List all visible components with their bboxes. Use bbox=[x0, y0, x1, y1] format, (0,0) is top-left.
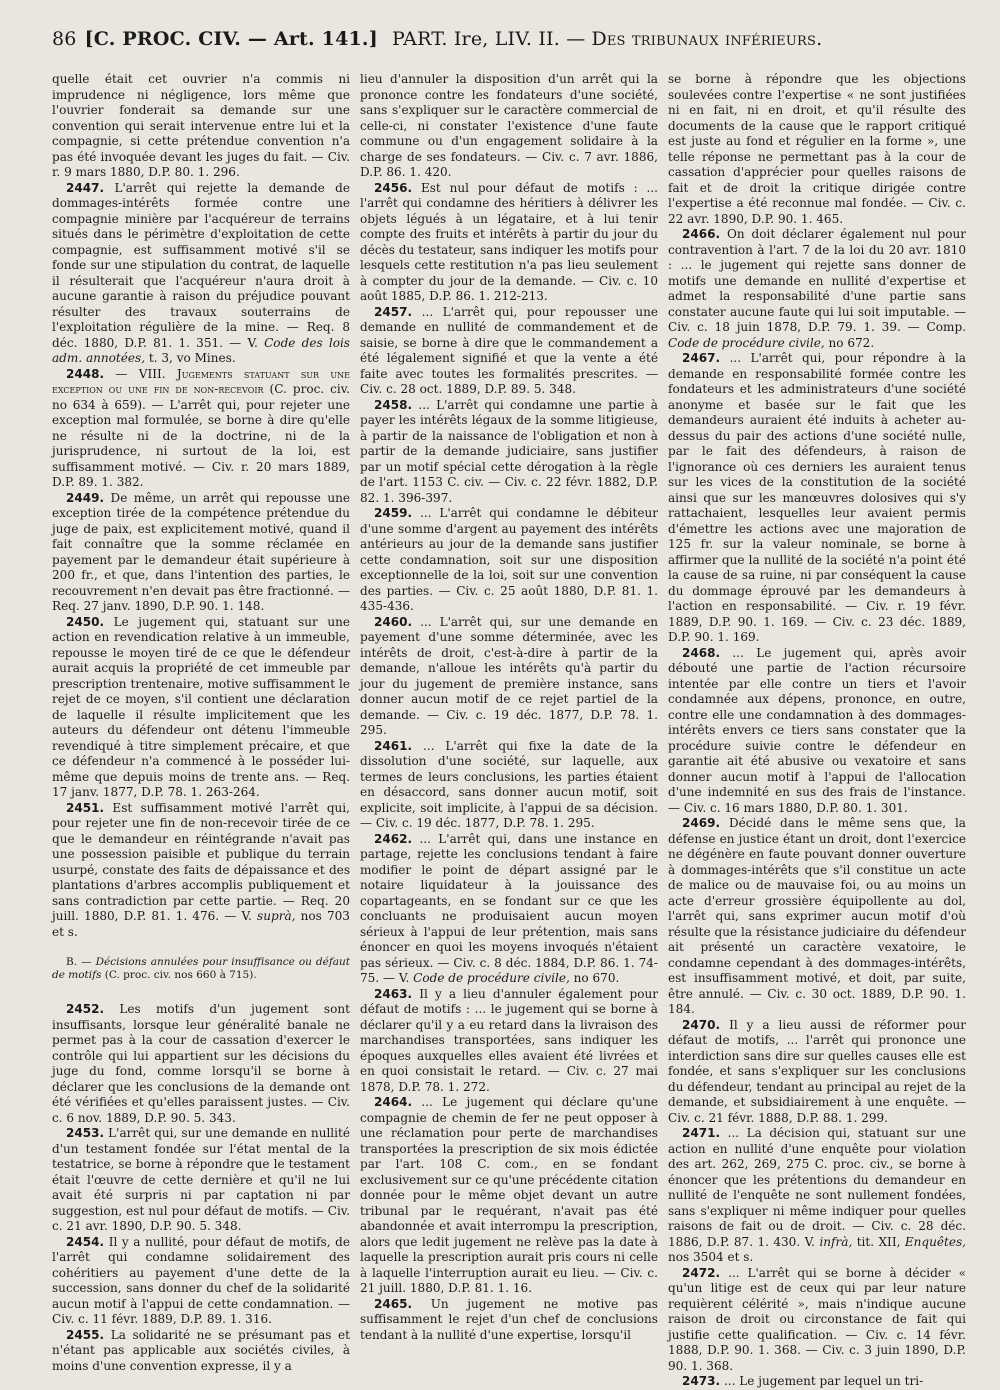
paragraph-text: Le jugement qui, statuant sur une action en revendication relative à un immeuble, repousse le moyen tiré de ce que le défendeur aurait acquis la propriété de cet immeuble par prescription trentenaire, motive suffisamment le rejet de ce moyen, s'il contient une déclaration de laquelle il résulte implicitement que les auteurs du défendeur ont détenu l'immeuble revendiqué à titre simplement précaire, et que ce défendeur n'a commencé à le posséder lui-même que depuis moins de trente ans. — Req. 17 janv. 1877, D.P. 78. 1. 263-264. bbox=[52, 614, 350, 799]
paragraph-text: Il y a nullité, pour défaut de motifs, de l'arrêt qui condamne solidairement des cohéritiers au payement d'une dette de la succession, sans donner du chef de la solidarité aucun motif à l'appui de cette condamnation. — Civ. c. 11 févr. 1889, D.P. 89. 1. 316. bbox=[52, 1234, 350, 1326]
subsection-heading bbox=[52, 956, 350, 982]
article-number: 2454. bbox=[66, 1234, 105, 1249]
article-number: 2466. bbox=[682, 227, 721, 241]
article-number: 2458. bbox=[374, 397, 413, 412]
paragraph-2455 bbox=[52, 1328, 350, 1375]
article-number: 2465. bbox=[374, 1296, 413, 1311]
paragraph-2465 bbox=[360, 1297, 658, 1344]
citation-title: Code des lois adm. annotées, bbox=[52, 335, 350, 365]
article-number: 2473. bbox=[682, 1374, 721, 1388]
paragraph-2451 bbox=[52, 801, 350, 941]
paragraph-2464 bbox=[360, 1095, 658, 1297]
header-code-reference: [C. PROC. CIV. — Art. 141.] bbox=[84, 28, 378, 50]
subsection-label: B. — bbox=[66, 956, 92, 968]
article-number: 2468. bbox=[682, 645, 721, 660]
paragraph-2469 bbox=[668, 816, 966, 1018]
article-number: 2453. bbox=[66, 1126, 105, 1140]
paragraph-text: ... L'arrêt qui condamne une partie à payer les intérêts légaux de la somme litigieuse, à partir de la naissance de l'obligation et non à partir de la demande judiciaire, sans justifier par un motif spécial cette dérogation à la règle de l'art. 1153 C. civ. — Civ. c. 22 févr. 1882, D.P. 82. 1. 396-397. bbox=[360, 397, 658, 505]
paragraph-2470 bbox=[668, 1018, 966, 1127]
paragraph-text: Est suffisamment motivé l'arrêt qui, pour rejeter une fin de non-recevoir tirée de ce que le demandeur en réintégrande n'avait pas une possession paisible et publique du terrain usurpé, constate des faits de dépaissance et des plantations d'arbres accomplis publiquement et sans contradiction par cette partie. — Req. 20 juill. 1880, D.P. 81. 1. 476. — V. bbox=[52, 800, 350, 923]
citation-title: Code de procédure civile, bbox=[413, 971, 570, 985]
header-part-book: PART. Ire, LIV. II. — bbox=[391, 28, 586, 50]
paragraph-text: ... Le jugement qui, après avoir débouté une partie de l'action récursoire intentée par elle contre un tiers et l'avoir condamnée aux dépens, prononce, en outre, contre elle une condamnation à des dommages-intérêts envers ce tiers sans constater que la procédure suivie contre le défendeur en garantie ait été abusive ou vexatoire et sans donner aucun motif à l'appui de l'allocation d'une indemnité en sus des frais de l'instance. — Civ. c. 16 mars 1880, D.P. 80. 1. 301. bbox=[668, 645, 966, 815]
article-number: 2467. bbox=[682, 351, 721, 365]
paragraph-2468 bbox=[668, 646, 966, 817]
citation-title: suprà, bbox=[257, 909, 296, 923]
article-number: 2460. bbox=[374, 614, 413, 629]
column-middle bbox=[360, 72, 658, 1340]
paragraph-text: ... L'arrêt qui, sur une demande en payement d'une somme déterminée, avec les intérêts de droit, c'est-à-dire à partir de la demande, n'alloue les intérêts qu'à partir du jour du jugement de première instance, sans donner aucun motif de ce rejet partiel de la demande. — Civ. c. 19 déc. 1877, D.P. 78. 1. 295. bbox=[360, 614, 658, 737]
article-number: 2459. bbox=[374, 506, 413, 520]
paragraph-text: ... L'arrêt qui condamne le débiteur d'une somme d'argent au payement des intérêts antérieurs au jour de la demande sans justifier cette condamnation, soit sur une disposition exceptionnelle de la loi, soit sur une convention des parties. — Civ. c. 25 août 1880, D.P. 81. 1. 435-436. bbox=[360, 506, 658, 613]
paragraph-continued: quelle était cet ouvrier n'a commis ni imprudence ni négligence, lors même que l'ouvrier fonderait sa demande sur une convention qui serait intervenue entre lui et la compagnie, si cette prétendue convention n'a pas été invoquée devant les juges du fait. — Civ. r. 9 mars 1880, D.P. 80. 1. 296. bbox=[52, 72, 350, 179]
paragraph-text: La solidarité ne se présumant pas et n'étant pas applicable aux sociétés civiles, à moins d'une convention expresse, il y a bbox=[52, 1327, 350, 1373]
article-number: 2463. bbox=[374, 986, 413, 1001]
paragraph-2461 bbox=[360, 739, 658, 832]
article-number: 2450. bbox=[66, 614, 105, 629]
article-number: 2452. bbox=[66, 1002, 105, 1016]
article-number: 2472. bbox=[682, 1265, 721, 1280]
article-number: 2456. bbox=[374, 180, 413, 195]
paragraph-text: De même, un arrêt qui repousse une exception tirée de la compétence prétendue du juge de paix, est explicitement motivé, quand il fait connaître que la somme réclamée en payement par le demandeur était supérieure à 200 fr., et que, dans l'intention des parties, le recouvrement n'en devait pas être fractionné. — Req. 27 janv. 1890, D.P. 90. 1. 148. bbox=[52, 490, 350, 613]
subsection-reference: (C. proc. civ. nos 660 à 715). bbox=[104, 969, 257, 981]
article-number: 2471. bbox=[682, 1126, 721, 1140]
paragraph-2473 bbox=[668, 1374, 966, 1390]
paragraph-text: no 672. bbox=[828, 335, 875, 350]
paragraph-text: L'arrêt qui, sur une demande en nullité d'un testament fondée sur l'état mental de la testatrice, se borne à répondre que le testament était l'œuvre de cette dernière et qu'il ne lui avait été surpris ni par captation ni par suggestion, est nul pour défaut de motifs. — Civ. c. 21 avr. 1890, D.P. 90. 5. 348. bbox=[52, 1126, 350, 1233]
paragraph-2449 bbox=[52, 491, 350, 615]
paragraph-2460 bbox=[360, 615, 658, 739]
paragraph-continued: lieu d'annuler la disposition d'un arrêt qui la prononce contre les fondateurs d'une société, sans s'expliquer sur le caractère commercial de celle-ci, ni constater l'existence d'une faute commune ou d'un engagement solidaire à la charge de ses fondateurs. — Civ. c. 7 avr. 1886, D.P. 86. 1. 420. bbox=[360, 72, 658, 179]
paragraph-text: ... L'arrêt qui, pour répondre à la demande en responsabilité formée contre les fondateurs et les administrateurs d'une société anonyme et basée sur le fait que les demandeurs auraient été induits à acheter au-dessus du pair des actions d'une société nulle, par le fait des défendeurs, à raison de l'ignorance où ces derniers les auraient tenus sur les vices de la constitution de la société ainsi que sur les manœuvres dolosives qui s'y rattachaient, lesquelles leur avaient permis d'émettre les actions avec une majoration de 125 fr. sur la valeur nominale, se borne à affirmer que la nullité de la société n'a point été la cause de sa ruine, ni par conséquent la cause du dommage éprouvé par les demandeurs à l'action en responsabilité. — Civ. r. 19 févr. 1889, D.P. 90. 1. 169. — Civ. c. 23 déc. 1889, D.P. 90. 1. 169. bbox=[668, 351, 966, 644]
paragraph-2450 bbox=[52, 615, 350, 801]
paragraph-text: Est nul pour défaut de motifs : ... l'arrêt qui condamne des héritiers à délivrer les objets légués à un légataire, et à lui tenir compte des fruits et intérêts à partir du jour du décès du testateur, sans indiquer les motifs pour lesquels cette restitution n'a pas lieu seulement à compter du jour de la demande. — Civ. c. 10 août 1885, D.P. 86. 1. 212-213. bbox=[360, 180, 658, 303]
paragraph-text: ... Le jugement par lequel un tri- bbox=[723, 1374, 924, 1388]
article-number: 2457. bbox=[374, 304, 413, 319]
paragraph-2466 bbox=[668, 227, 966, 351]
paragraph-text: L'arrêt qui rejette la demande de dommages-intérêts formée contre une compagnie minière par l'acquéreur de terrains situés dans le périmètre d'exploitation de cette compagnie, est suffisamment motivé s'il se fonde sur une stipulation du contrat, de laquelle il résulterait que l'acquéreur n'aura droit à aucune garantie à raison du préjudice pouvant résulter des travaux souterrains de l'exploitation régulière de la mine. — Req. 8 déc. 1880, D.P. 81. 1. 351. — V. bbox=[52, 180, 350, 350]
citation-title: infrà, bbox=[819, 1234, 853, 1249]
paragraph-text: no 670. bbox=[573, 971, 620, 985]
header-section-title: Des tribunaux inférieurs. bbox=[591, 28, 823, 50]
paragraph-2472 bbox=[668, 1266, 966, 1375]
paragraph-2459 bbox=[360, 506, 658, 615]
paragraph-text: — VIII. bbox=[115, 366, 166, 381]
paragraph-2467 bbox=[668, 351, 966, 646]
citation-title: Code de procédure civile, bbox=[668, 335, 825, 350]
citation-title: Enquêtes, bbox=[904, 1234, 966, 1249]
article-number: 2451. bbox=[66, 800, 105, 815]
column-left bbox=[52, 72, 350, 1373]
running-header bbox=[52, 28, 972, 68]
article-number: 2462. bbox=[374, 831, 413, 846]
paragraph-2471 bbox=[668, 1126, 966, 1266]
article-number: 2461. bbox=[374, 738, 413, 753]
paragraph-text: Les motifs d'un jugement sont insuffisants, lorsque leur généralité banale ne permet pas à la cour de cassation d'exercer le contrôle qui lui appartient sur les décisions du juge du fond, comme lorsqu'il se borne à déclarer que les conclusions de la demande ont été vérifiées et qu'elles paraissent justes. — Civ. c. 6 nov. 1889, D.P. 90. 5. 343. bbox=[52, 1002, 350, 1125]
paragraph-text: (C. proc. civ. no 634 à 659). — L'arrêt qui, pour rejeter une exception mal formulée, se borne à dire qu'elle ne résulte ni de la doctrine, ni de la jurisprudence, ni surtout de la loi, est suffisamment motivé. — Civ. r. 20 mars 1889, D.P. 89. 1. 382. bbox=[52, 382, 350, 489]
paragraph-2463 bbox=[360, 987, 658, 1096]
article-number: 2447. bbox=[66, 180, 105, 195]
paragraph-2447 bbox=[52, 181, 350, 367]
article-number: 2469. bbox=[682, 816, 721, 830]
article-number: 2449. bbox=[66, 490, 105, 505]
article-number: 2464. bbox=[374, 1095, 413, 1109]
paragraph-continued: se borne à répondre que les objections soulevées contre l'expertise « ne sont justifiées ni en fait, ni en droit, et qu'il résulte des documents de la cause que le rapport critiqué est juste au fond et régulier en la forme », une telle réponse ne permettant pas à la cour de cassation d'apprécier pour quelles raisons de fait et de droit la critique dirigée contre l'expertise a été reconnue mal fondée. — Civ. c. 22 avr. 1890, D.P. 90. 1. 465. bbox=[668, 72, 966, 226]
paragraph-text: Il y a lieu d'annuler également pour défaut de motifs : ... le jugement qui se borne à déclarer qu'il y a eu retard dans la livraison des marchandises transportées, sans indiquer les époques auxquelles elles avaient été livrées et en quoi consistait le retard. — Civ. c. 27 mai 1878, D.P. 78. 1. 272. bbox=[360, 986, 658, 1094]
paragraph-2453 bbox=[52, 1126, 350, 1235]
article-number: 2448. bbox=[66, 366, 105, 381]
paragraph-text: ... L'arrêt qui se borne à décider « qu'un litige est de ceux qui par leur nature requièrent célérité », mais n'indique aucune raison de droit ou circonstance de fait qui justifie cette qualification. — Civ. c. 14 févr. 1888, D.P. 90. 1. 368. — Civ. c. 3 juin 1890, D.P. 90. 1. 368. bbox=[668, 1265, 966, 1373]
paragraph-text: Il y a lieu aussi de réformer pour défaut de motifs, ... l'arrêt qui prononce une interdiction sans dire sur quelles causes elle est fondée, et sans s'expliquer sur les conclusions du défendeur, tendant au principal au rejet de la demande, et subsidiairement à une enquête. — Civ. c. 21 févr. 1888, D.P. 88. 1. 299. bbox=[668, 1017, 966, 1125]
paragraph-text: ... L'arrêt qui, dans une instance en partage, rejette les conclusions tendant à faire modifier le point de départ assigné par le notaire liquidateur à la jouissance des copartageants, en se fondant sur ce que les concluants ne produisaient aucun moyen sérieux à l'appui de leur prétention, mais sans énoncer en quoi les moyens invoqués n'étaient pas sérieux. — Civ. c. 8 déc. 1884, D.P. 86. 1. 74-75. — V. bbox=[360, 831, 658, 985]
paragraph-text: ... L'arrêt qui, pour repousser une demande en nullité de commandement et de saisie, se borne à dire que le commandement a été légalement signifié et que la vente a été faite avec toutes les formalités prescrites. — Civ. c. 28 oct. 1889, D.P. 89. 5. 348. bbox=[360, 304, 658, 396]
paragraph-2458 bbox=[360, 398, 658, 507]
article-number: 2455. bbox=[66, 1327, 105, 1342]
paragraph-text: Décidé dans le même sens que, la défense en justice étant un droit, dont l'exercice ne dégénère en faute pouvant donner ouverture à dommages-intérêts que s'il constitue un acte de malice ou de mauvaise foi, ou au moins un acte d'erreur grossière équipollente au dol, l'arrêt qui, sans exprimer aucun motif d'où résulte que la résistance judiciaire du défendeur ait présenté un caractère vexatoire, le condamne cependant à des dommages-intérêts, est insuffisamment motivé, et doit, par suite, être annulé. — Civ. c. 30 oct. 1889, D.P. 90. 1. 184. bbox=[668, 816, 966, 1016]
paragraph-text: ... Le jugement qui déclare qu'une compagnie de chemin de fer ne peut opposer à une réclamation pour perte de marchandises transportées la prescription de six mois édictée par l'art. 108 C. com., en se fondant exclusivement sur ce qu'une précédente citation donnée pour le même objet devant un autre tribunal par le requérant, n'avait pas été abandonnée et avait interrompu la prescription, alors que ledit jugement ne relève pas la date à laquelle la prescription aurait pris cours ni celle à laquelle l'interruption aurait eu lieu. — Civ. c. 21 juill. 1880, D.P. 81. 1. 16. bbox=[360, 1095, 658, 1295]
paragraph-2454 bbox=[52, 1235, 350, 1328]
subsection-title: Décisions annulées pour insuffisance ou défaut de motifs bbox=[52, 956, 350, 981]
paragraph-text: tit. XII, bbox=[856, 1234, 901, 1249]
paragraph-text: ... La décision qui, statuant sur une action en nullité d'une enquête pour violation des art. 262, 269, 275 C. proc. civ., se borne à énoncer que les prétentions du demandeur en nullité de l'enquête ne sont nullement fondées, sans s'expliquer ni même indiquer pour quelles raisons de fait ou de droit. — Civ. c. 28 déc. 1886, D.P. 87. 1. 430. V. bbox=[668, 1126, 966, 1249]
paragraph-text: On doit déclarer également nul pour contravention à l'art. 7 de la loi du 20 avr. 1810 : ... le jugement qui rejette sans donner de motifs une demande en nullité d'expertise et admet la responsabilité d'une partie sans constater aucune faute qui lui soit imputable. — Civ. c. 18 juin 1878, D.P. 79. 1. 39. — Comp. bbox=[668, 227, 966, 334]
paragraph-text: nos 703 et s. bbox=[52, 909, 350, 939]
page-number: 86 bbox=[52, 28, 77, 50]
paragraph-2456 bbox=[360, 181, 658, 305]
paragraph-text: ... L'arrêt qui fixe la date de la dissolution d'une société, sur laquelle, aux termes de leurs conclusions, les parties étaient en désaccord, sans donner aucun motif, soit explicite, soit implicite, à l'appui de sa décision. — Civ. c. 19 déc. 1877, D.P. 78. 1. 295. bbox=[360, 738, 658, 830]
article-number: 2470. bbox=[682, 1017, 721, 1032]
paragraph-text: Un jugement ne motive pas suffisamment le rejet d'un chef de conclusions tendant à la nullité d'une expertise, lorsqu'il bbox=[360, 1296, 658, 1342]
paragraph-2457 bbox=[360, 305, 658, 398]
text-columns bbox=[52, 72, 972, 1388]
paragraph-text: nos 3504 et s. bbox=[668, 1250, 754, 1264]
column-right bbox=[668, 72, 966, 1388]
paragraph-2448 bbox=[52, 367, 350, 491]
paragraph-text: t. 3, vo Mines. bbox=[148, 351, 236, 365]
section-heading: Jugements statuant sur une exception ou une fin de non-recevoir bbox=[52, 366, 350, 396]
paragraph-2462 bbox=[360, 832, 658, 987]
paragraph-2452 bbox=[52, 1002, 350, 1126]
